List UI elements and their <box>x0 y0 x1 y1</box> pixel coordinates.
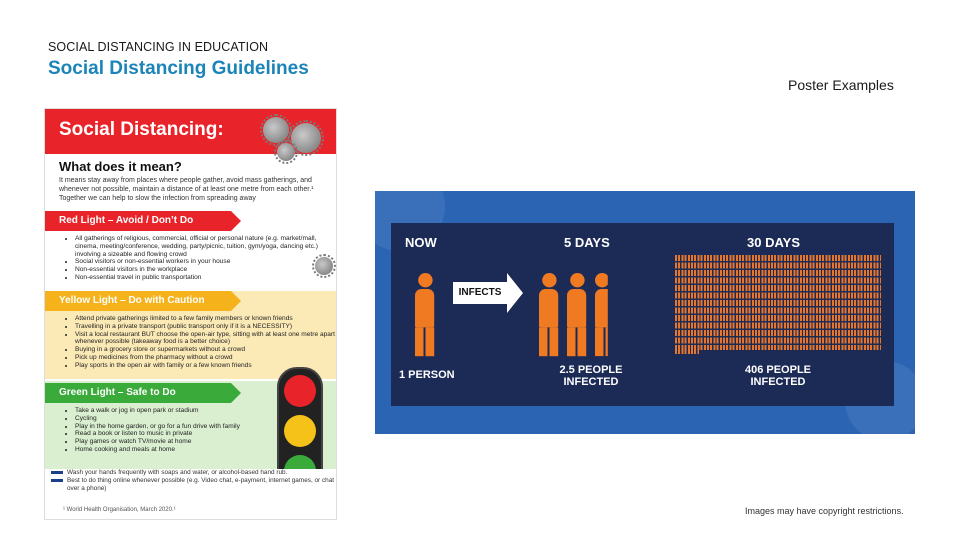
one-person-label: 1 PERSON <box>399 369 455 381</box>
list-item: • Pick up medicines from the pharmacy without a crowd <box>75 354 336 362</box>
thirty-days-heading: 30 DAYS <box>747 235 800 250</box>
yellow-light-label: Yellow Light – Do with Caution <box>59 295 205 306</box>
red-light-icon <box>284 375 316 407</box>
chevron-right-icon <box>231 211 241 231</box>
eyebrow: SOCIAL DISTANCING IN EDUCATION <box>48 40 269 54</box>
list-item: • All gatherings of religious, commercial, official or personal nature (e.g. market/mall, cinema, meeting/conference, wedding, party/picnic, tuition, gym/yoga, dancing etc.) involving a sizeable and flowing crowd <box>75 235 336 258</box>
person-icon <box>539 273 558 356</box>
poster-question: What does it mean? <box>59 159 182 174</box>
list-item: • Visit a local restaurant BUT choose the open-air type, sitting with at least one metre apart whenever possible (takeaway food is a better choice) <box>75 331 336 347</box>
footer-note: Best to do thing online whenever possible (e.g. Video chat, e-payment, internet games, or chat over a phone) <box>45 477 336 493</box>
crowd-remainder-icon <box>675 347 699 354</box>
chevron-right-icon <box>231 383 241 403</box>
list-item: • Cycling <box>75 415 266 423</box>
virus-icon <box>277 143 295 161</box>
green-light-band <box>45 383 231 403</box>
list-item: • Attend private gatherings limited to a few family members or known friends <box>75 315 336 323</box>
list-item: • Social visitors or non-essential workers in your house <box>75 258 336 266</box>
chevron-right-icon <box>231 291 241 311</box>
crowd-icon <box>675 255 881 350</box>
person-half-icon <box>595 273 608 356</box>
poster-examples-label: Poster Examples <box>788 77 894 93</box>
poster-intro: It means stay away from places where people gather, avoid mass gatherings, and whenever not possible, maintain a distance of at least one metre from each other.¹ Together we can help to slow the infection from spreading away <box>59 177 314 202</box>
list-item: • Play in the home garden, or go for a fun drive with family <box>75 423 266 431</box>
list-item: • Non-essential travel in public transportation <box>75 274 336 282</box>
person-icon <box>415 273 434 356</box>
five-days-count-label: 2.5 PEOPLE INFECTED <box>559 364 623 388</box>
list-item: • Play sports in the open air with family or a few known friends <box>75 362 336 370</box>
poster-credit: ¹ World Health Organisation, March 2020.¹ <box>63 507 176 513</box>
red-light-section <box>45 231 336 291</box>
poster-title: Social Distancing: <box>59 119 224 140</box>
list-item: • Non-essential visitors in the workplace <box>75 266 336 274</box>
list-item: • Home cooking and meals at home <box>75 446 266 454</box>
person-icon <box>567 273 586 356</box>
arrow-right-icon <box>51 479 63 482</box>
list-item: • Travelling in a private transport (public transport only if it is a NECESSITY) <box>75 323 336 331</box>
green-light-label: Green Light – Safe to Do <box>59 387 176 398</box>
virus-icon <box>315 257 333 275</box>
now-heading: NOW <box>405 235 437 250</box>
arrow-right-icon <box>51 471 63 474</box>
thirty-days-count-label: 406 PEOPLE INFECTED <box>744 364 812 388</box>
infection-spread-poster <box>375 191 915 434</box>
infects-label: INFECTS <box>453 282 507 304</box>
yellow-light-icon <box>284 415 316 447</box>
list-item: • Play games or watch TV/movie at home <box>75 438 266 446</box>
list-item: • Take a walk or jog in open park or stadium <box>75 407 266 415</box>
list-item: • Buying in a grocery store or supermarkets without a crowd <box>75 346 336 354</box>
five-days-heading: 5 DAYS <box>564 235 610 250</box>
red-light-band <box>45 211 231 231</box>
social-distancing-poster <box>44 108 337 520</box>
copyright-note: Images may have copyright restrictions. <box>745 506 904 516</box>
infection-panel <box>391 223 894 406</box>
red-light-label: Red Light – Avoid / Don’t Do <box>59 215 194 226</box>
footer-note: Wash your hands frequently with soaps and water, or alcohol-based hand rub. <box>45 469 336 477</box>
arrow-right-icon <box>507 273 523 313</box>
yellow-light-band <box>45 291 231 311</box>
page-title: Social Distancing Guidelines <box>48 58 309 79</box>
list-item: • Read a book or listen to music in private <box>75 430 266 438</box>
